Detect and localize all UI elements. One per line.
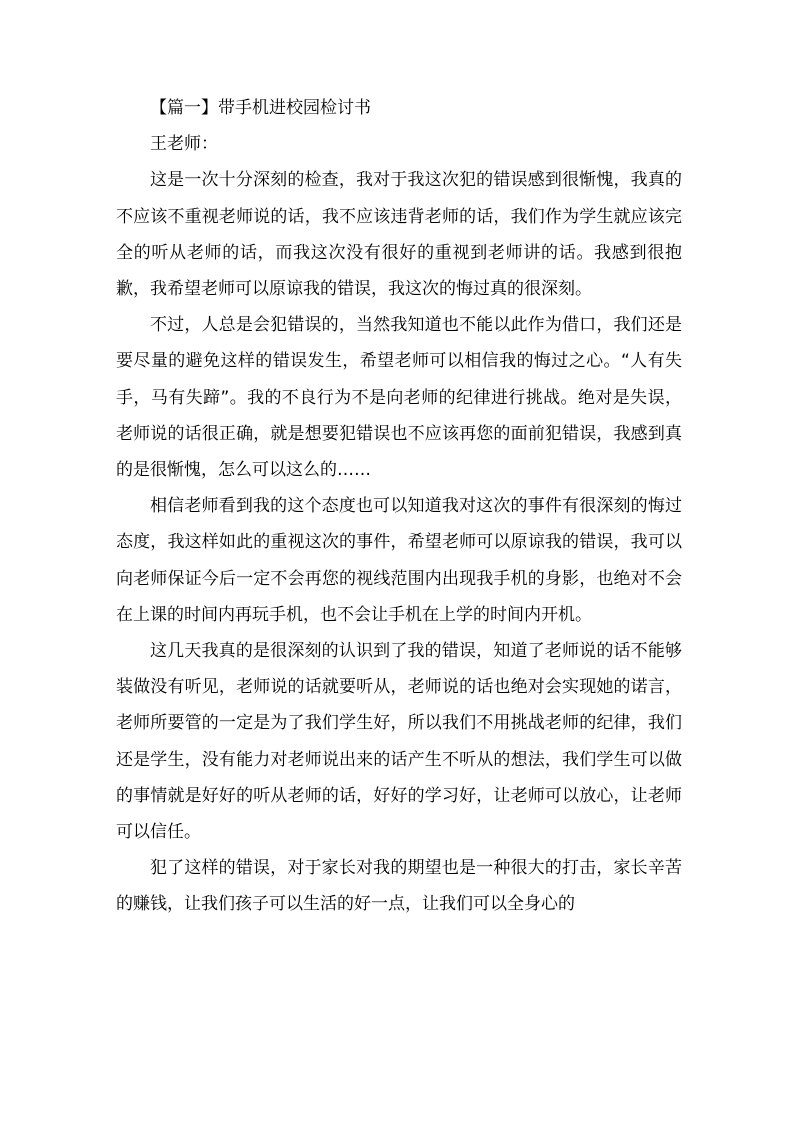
paragraph-5: 犯了这样的错误，对于家长对我的期望也是一种很大的打击，家长辛苦的赚钱，让我们孩子可以生活的好一点，让我们可以全身心的 [116,858,682,915]
paragraph-4: 这几天我真的是很深刻的认识到了我的错误，知道了老师说的话不能够装做没有听见，老师说的话就要听从，老师说的话也绝对会实现她的诺言，老师所要管的一定是为了我们学生好，所以我们不用挑战老师的纪律，我们还是学生，没有能力对老师说出来的话产生不听从的想法，我们学生可以做的事情就是好好的听从老师的话，好好的学习好，让老师可以放心，让老师可以信任。 [116,641,682,843]
paragraph-1: 这是一次十分深刻的检查，我对于我这次犯的错误感到很惭愧，我真的不应该不重视老师说的话，我不应该违背老师的话，我们作为学生就应该完全的听从老师的话，而我这次没有很好的重视到老师讲的话。我感到很抱歉，我希望老师可以原谅我的错误，我这次的悔过真的很深刻。 [116,170,682,300]
document-title: 【篇一】带手机进校园检讨书 [150,98,371,118]
paragraph-2: 不过，人总是会犯错误的，当然我知道也不能以此作为借口，我们还是要尽量的避免这样的错误发生，希望老师可以相信我的悔过之心。“人有失手，马有失蹄”。我的不良行为不是向老师的纪律进行挑战。绝对是失误，老师说的话很正确，就是想要犯错误也不应该再您的面前犯错误，我感到真的是很惭愧，怎么可以这么的…… [116,315,682,481]
document-page [116,90,682,923]
salutation: 王老师： [150,134,218,155]
paragraph-3: 相信老师看到我的这个态度也可以知道我对这次的事件有很深刻的悔过态度，我这样如此的重视这次的事件，希望老师可以原谅我的错误，我可以向老师保证今后一定不会再您的视线范围内出现我手机的身影，也绝对不会在上课的时间内再玩手机，也不会让手机在上学的时间内开机。 [116,496,682,625]
